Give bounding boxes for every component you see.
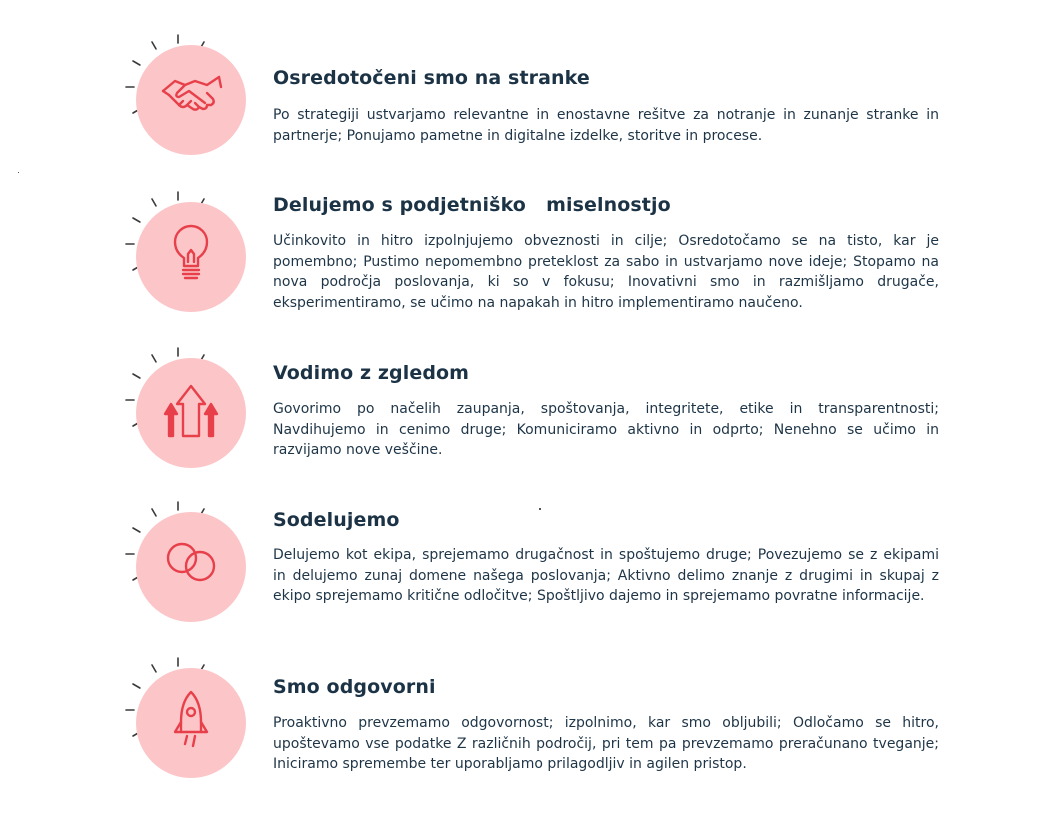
sunburst-ray [152,509,156,516]
value-description: Proaktivno prevzemamo odgovornost; izpolnimo, kar smo obljubili; Odločamo se hitro, upoštevamo vse podatke Z različnih področij, pri tem pa prevzemamo preračunano tveganje; Iniciramo spremembe ter uporabljamo prilagodljiv in agilen pristop. [273,715,939,772]
sunburst-ray [152,355,156,362]
sunburst-ray [133,61,140,65]
value-title: Vodimo z zgledom [273,362,470,384]
lightbulb-icon [124,190,254,320]
value-title: Delujemo s podjetniško miselnostjo [273,194,671,216]
value-badge [124,33,254,163]
value-title: Sodelujemo [273,509,400,531]
value-description: Delujemo kot ekipa, sprejemamo drugačnost in spoštujemo druge; Povezujemo se z ekipami in delujemo zunaj domene našega poslovanja; Aktivno delimo znanje z drugimi in skupaj z ekipo sprejemamo kritične odločitve; Spoštljivo dajemo in sprejemamo povratne informacije. [273,547,939,604]
sunburst-ray [152,665,156,672]
sunburst-ray [133,374,140,378]
value-title: Osredotočeni smo na stranke [273,67,590,89]
handshake-icon [124,33,254,163]
sunburst-ray [152,199,156,206]
sunburst-ray [133,528,140,532]
value-title: Smo odgovorni [273,676,436,698]
value-description: Govorimo po načelih zaupanja, spoštovanja, integritete, etike in transparentnosti; Navdihujemo in cenimo druge; Komuniciramo aktivno in odprto; Nenehno se učimo in razvijamo nove veščine. [273,401,939,458]
value-badge [124,190,254,320]
sunburst-ray [133,218,140,222]
rocket-icon [124,656,254,786]
value-badge [124,500,254,630]
sunburst-ray [133,684,140,688]
stray-dot [18,172,19,173]
arrows-up-icon [124,346,254,476]
interlocked-rings-icon [124,500,254,630]
sunburst-ray [152,42,156,49]
value-badge [124,656,254,786]
value-description: Učinkovito in hitro izpolnjujemo obveznosti in cilje; Osredotočamo se na tisto, kar je pomembno; Pustimo nepomembno preteklost za sabo in ustvarjamo nove ideje; Stopamo na nova področja poslovanja, ki so v fokusu; Inovativni smo in razmišljamo drugače, eksperimentiramo, se učimo na napakah in hitro implementiramo naučeno. [273,233,939,311]
value-badge [124,346,254,476]
value-description: Po strategiji ustvarjamo relevantne in enostavne rešitve za notranje in zunanje stranke in partnerje; Ponujamo pametne in digitalne izdelke, storitve in procese. [273,107,939,144]
